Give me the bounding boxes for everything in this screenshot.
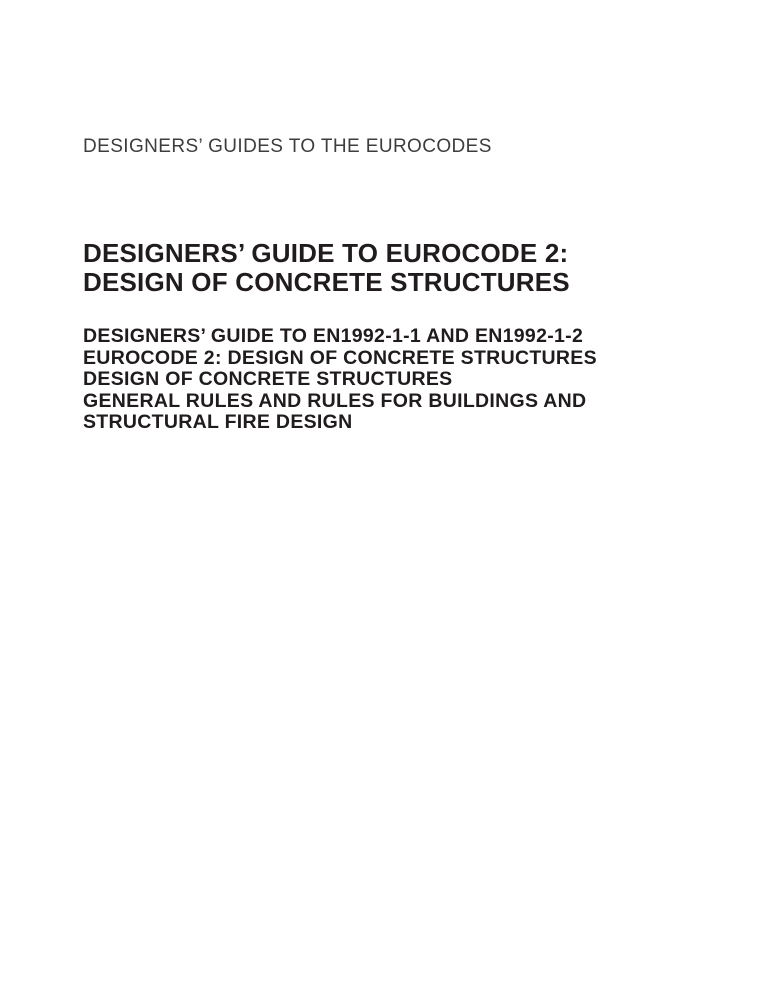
series-title: DESIGNERS’ GUIDES TO THE EUROCODES (83, 136, 492, 157)
subtitle-line-1: DESIGNERS’ GUIDE TO EN1992-1-1 AND EN1992-1-2 (83, 325, 584, 347)
subtitle-line-2: EUROCODE 2: DESIGN OF CONCRETE STRUCTURES (83, 346, 597, 369)
book-title-line-2: DESIGN OF CONCRETE STRUCTURES (83, 267, 570, 297)
subtitle-block (83, 326, 597, 434)
subtitle-line-5: STRUCTURAL FIRE DESIGN (83, 411, 353, 433)
book-title-line-1: DESIGNERS’ GUIDE TO EUROCODE 2: (83, 238, 569, 268)
book-title (83, 239, 570, 297)
subtitle-line-3: DESIGN OF CONCRETE STRUCTURES (83, 368, 453, 390)
subtitle-line-4: GENERAL RULES AND RULES FOR BUILDINGS AND (83, 389, 587, 412)
